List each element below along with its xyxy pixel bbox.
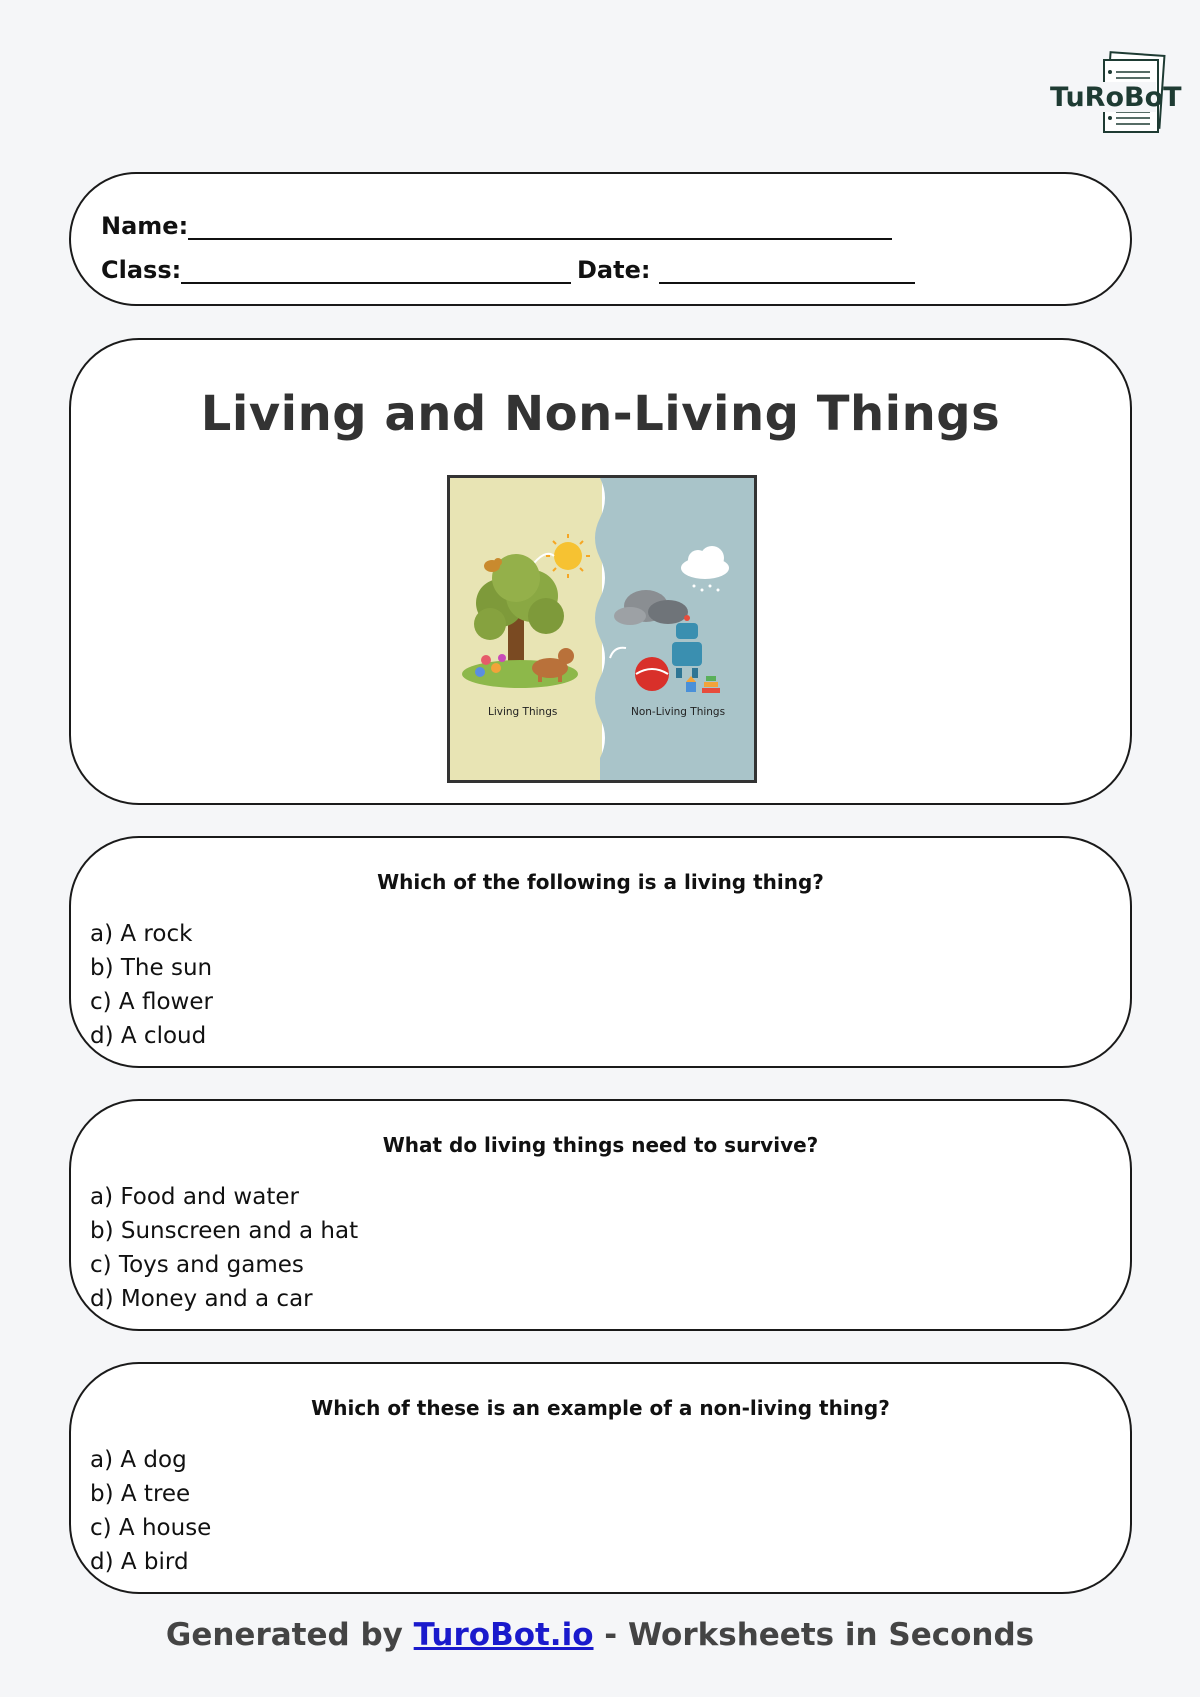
- name-field[interactable]: [188, 214, 892, 240]
- option-c[interactable]: c) A flower: [90, 989, 213, 1015]
- svg-text:TuRoBoT: TuRoBoT: [1050, 82, 1182, 113]
- nonliving-side-bg: [595, 478, 754, 780]
- option-a[interactable]: a) A dog: [90, 1447, 187, 1473]
- question-text: Which of these is an example of a non-living thing?: [311, 1396, 890, 1420]
- living-things-label: Living Things: [488, 706, 558, 718]
- date-field[interactable]: [659, 258, 915, 284]
- question-card-1: [69, 836, 1132, 1068]
- footer-prefix: Generated by: [165, 1617, 414, 1653]
- student-info-card: [69, 172, 1132, 306]
- name-line: [101, 212, 892, 240]
- footer-suffix: - Worksheets in Seconds: [593, 1617, 1035, 1653]
- footer: [0, 1617, 1200, 1653]
- turobot-link[interactable]: TuroBot.io: [413, 1617, 594, 1653]
- title-card: [69, 338, 1132, 805]
- date-label: Date:: [577, 256, 651, 284]
- option-a[interactable]: a) A rock: [90, 921, 193, 947]
- class-label: Class:: [101, 256, 182, 284]
- options-list: [90, 917, 213, 1053]
- worksheet-title: Living and Non-Living Things: [200, 386, 1001, 442]
- ball-icon: [635, 657, 669, 691]
- option-c[interactable]: c) Toys and games: [90, 1252, 304, 1278]
- option-b[interactable]: b) Sunscreen and a hat: [90, 1218, 359, 1244]
- question-text: What do living things need to survive?: [382, 1133, 819, 1157]
- option-b[interactable]: b) The sun: [90, 955, 213, 981]
- question-text: Which of the following is a living thing?: [377, 870, 824, 894]
- option-b[interactable]: b) A tree: [90, 1481, 191, 1507]
- option-d[interactable]: d) A bird: [90, 1549, 189, 1575]
- turobot-logo: [1046, 52, 1182, 138]
- nonliving-things-label: Non-Living Things: [631, 706, 726, 718]
- date-line: [577, 256, 915, 284]
- class-line: [101, 256, 571, 284]
- question-card-2: [69, 1099, 1132, 1331]
- option-d[interactable]: d) A cloud: [90, 1023, 207, 1049]
- turobot-logo-icon: [1046, 52, 1182, 138]
- living-side-bg: [450, 478, 602, 780]
- option-c[interactable]: c) A house: [90, 1515, 212, 1541]
- illustration-image: [450, 478, 754, 780]
- living-nonliving-illustration: [447, 475, 757, 783]
- options-list: [90, 1443, 211, 1579]
- question-card-3: [69, 1362, 1132, 1594]
- option-d[interactable]: d) Money and a car: [90, 1286, 313, 1312]
- option-a[interactable]: a) Food and water: [90, 1184, 299, 1210]
- options-list: [90, 1180, 358, 1316]
- name-label: Name:: [101, 212, 189, 240]
- class-field[interactable]: [181, 258, 571, 284]
